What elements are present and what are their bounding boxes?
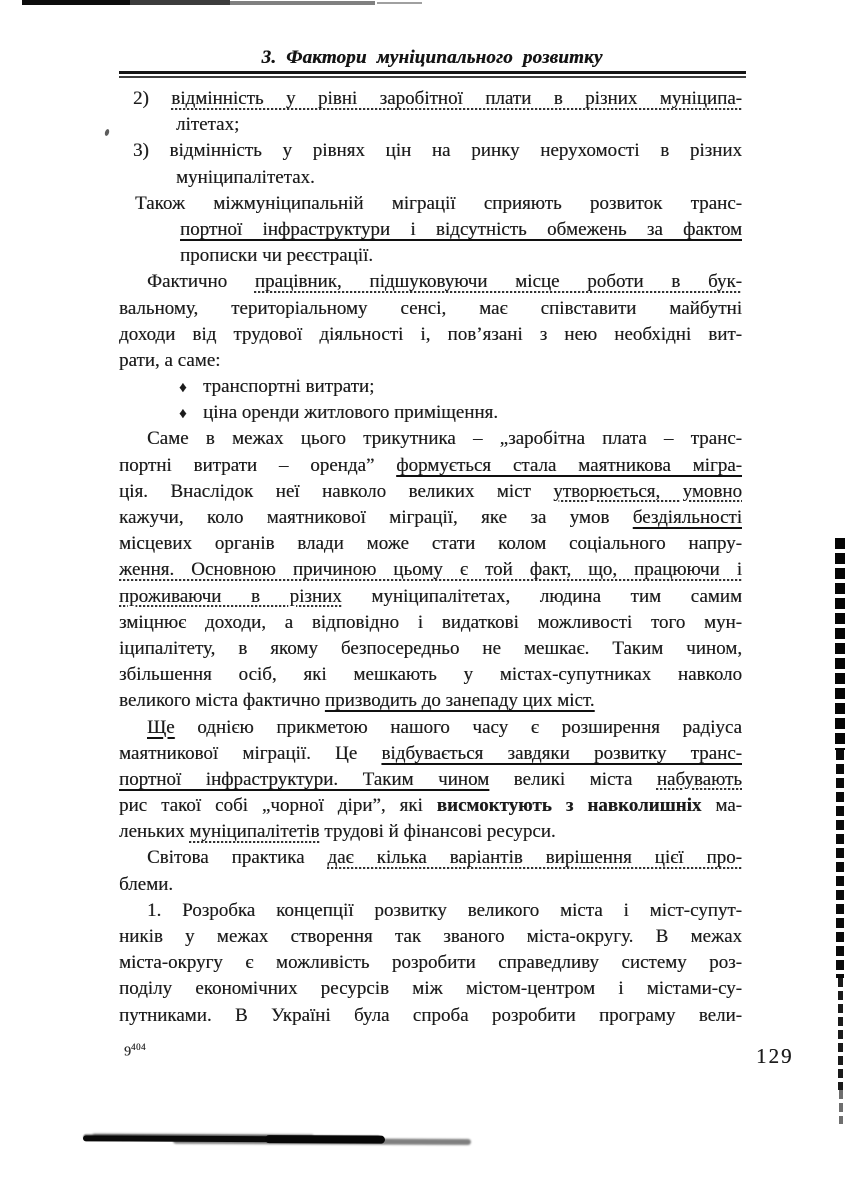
text-line: прописки чи реєстрації. [180,245,374,267]
paragraph [119,86,742,138]
text-line: портні витрати – оренда” формується стала маятникова мігра- [119,454,742,476]
paragraph [119,898,742,1029]
text-line: Світова практика дає кілька варіантів вирішення цієї про- [147,847,742,869]
text-line: доходи від трудової діяльності і, пов’язані з нею необхідні вит- [119,323,742,345]
text-line: проживаючи в різних муніципалітетах, людина тим самим [119,585,742,607]
text-line: Ще однією прикметою нашого часу є розширення радіуса [147,716,742,738]
paragraph [119,191,742,270]
text-line: портної інфраструктури. Таким чином великі міста набувають [119,768,742,790]
scan-artifact-top-edge [22,0,130,5]
paragraph [119,400,742,426]
scan-artifact-binding-marks [839,1090,843,1124]
text-line: муніципалітетах. [176,166,315,188]
text-line: міста-округу є можливість розробити справедливу систему роз- [119,952,742,974]
text-line: 1. Розробка концепції розвитку великого міста і міст-супут- [147,899,742,921]
text-line: ження. Основною причиною цьому є той факт, що, працюючи і [119,559,742,581]
scan-artifact-top-edge [130,0,230,5]
printers-signature-mark [124,1042,146,1061]
text-line: Саме в межах цього трикутника – „заробітна плата – транс- [147,428,742,450]
diamond-bullet-icon: ♦ [179,380,187,397]
body-text [119,86,742,1029]
text-line: кажучи, коло маятникової міграції, яке за умов бездіяльності [119,507,742,528]
paragraph [119,426,742,714]
text-line: Також міжмуніципальній міграції сприяють розвиток транс- [135,192,742,214]
header-rule [119,71,746,78]
text-line: 3) відмінність у рівнях цін на ринку нерухомості в різних [133,140,742,162]
text-line: 2) відмінність у рівні заробітної плати в різних муніципа- [133,88,742,109]
text-line: зміцнює доходи, а відповідно і видаткові можливості того мун- [119,611,742,633]
paragraph [119,845,742,897]
running-header-title: 3. Фактори муніципального розвитку [261,47,603,68]
text-line: збільшення осіб, які мешкають у містах-супутниках навколо [119,664,742,686]
signature-number: 9 [124,1044,131,1060]
text-line: місцевих органів влади може стати колом соціального напру- [119,533,742,555]
scan-artifact-bottom-smudge [83,1135,381,1142]
text-line: леньких муніципалітетів трудові й фінансові ресурси. [119,821,556,843]
text-line: блеми. [119,873,174,895]
text-line: ♦ транспортні витрати; [119,374,742,400]
paragraph [119,138,742,190]
text-line: великого міста фактично призводить до занепаду цих міст. [119,690,595,712]
scan-artifact-top-edge [377,2,422,4]
text-line: ♦ ціна оренди житлового приміщення. [119,400,742,426]
text-line: рис такої собі „чорної діри”, які висмоктують з навколишніх ма- [119,795,742,817]
signature-superscript: 404 [131,1042,146,1052]
text-line: поділу економічних ресурсів між містом-центром і містами-су- [119,978,742,1000]
text-line: маятникової міграції. Це відбувається завдяки розвитку транс- [119,742,742,764]
paragraph [119,715,742,846]
text-line: ників у межах створення так званого міста-округу. В межах [119,926,742,947]
scan-artifact-binding-marks [838,978,843,1090]
text-line: Фактично працівник, підшуковуючи місце роботи в бук- [147,271,742,293]
text-line: літетах; [176,114,240,136]
text-line: портної інфраструктури і відсутність обмежень за фактом [180,218,742,240]
margin-speck [104,129,110,137]
diamond-bullet-icon: ♦ [179,406,187,423]
scan-artifact-binding-marks [835,538,845,750]
paragraph [119,269,742,374]
scan-artifact-binding-marks [836,750,844,978]
text-line: путниками. В Україні була спроба розробити програму вели- [119,1004,742,1026]
paragraph [119,374,742,400]
text-line: рати, а саме: [119,349,221,371]
text-line: ція. Внаслідок неї навколо великих міст утворюється, умовно [119,480,742,502]
page-number: 129 [756,1044,794,1068]
scan-artifact-top-edge [230,1,375,5]
text-line: вальному, територіальному сенсі, має співставити майбутні [119,297,742,319]
text-line: іципалітету, в якому безпосередньо не мешкає. Таким чином, [119,637,742,659]
